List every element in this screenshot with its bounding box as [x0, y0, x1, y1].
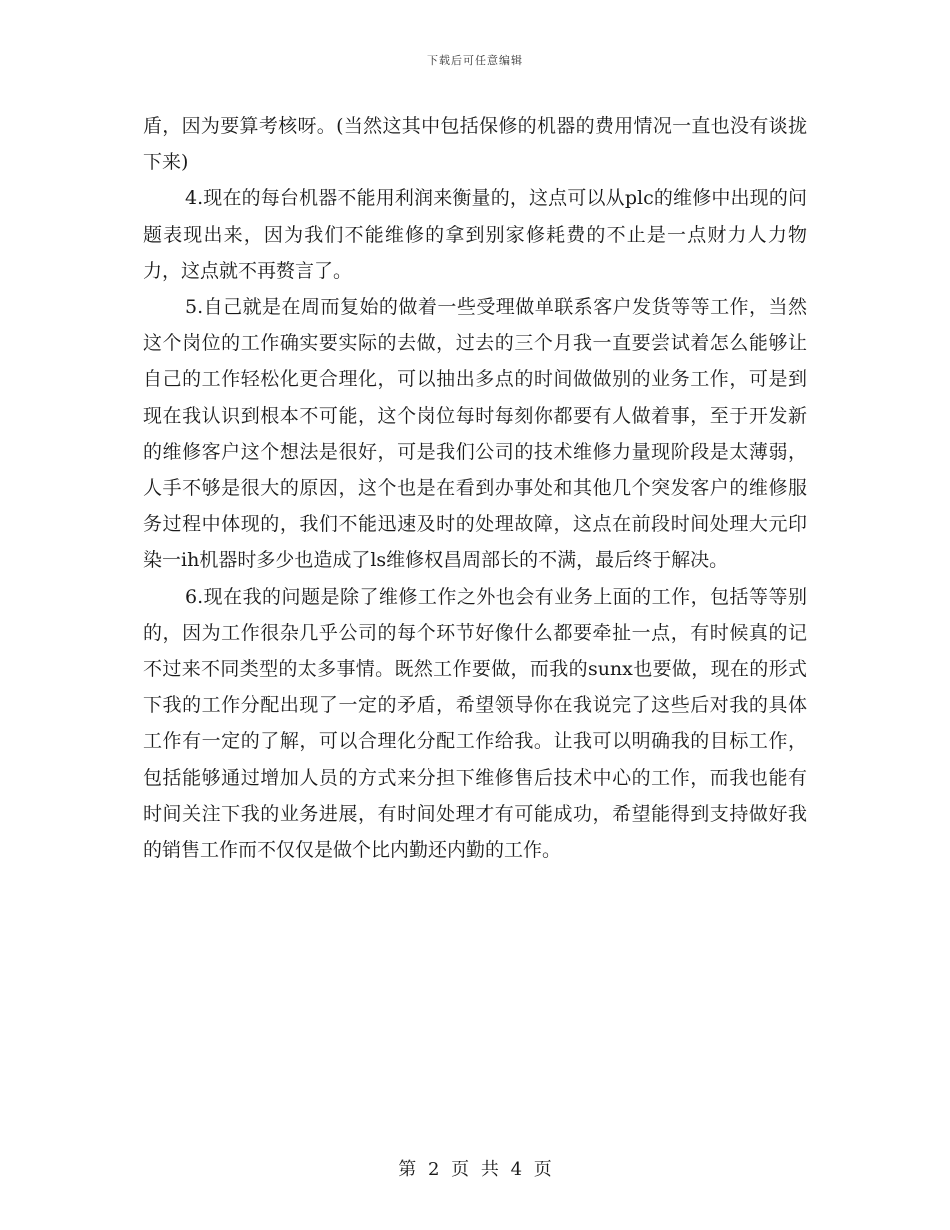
document-body: [143, 108, 807, 868]
paragraph-continuation: 盾，因为要算考核呀。(当然这其中包括保修的机器的费用情况一直也没有谈拢下来): [143, 115, 807, 174]
page-number: 第 2 页 共 4 页: [398, 1159, 552, 1180]
paragraph-item-4: 4.现在的每台机器不能用利润来衡量的，这点可以从plc的维修中出现的问题表现出来，因为我们不能维修的拿到别家修耗费的不止是一点财力人力物力，这点就不再赘言了。: [143, 187, 807, 282]
page-header: 下载后可任意编辑: [427, 54, 523, 67]
paragraph-item-5: 5.自己就是在周而复始的做着一些受理做单联系客户发货等等工作，当然这个岗位的工作确实要实际的去做，过去的三个月我一直要尝试着怎么能够让自己的工作轻松化更合理化，可以抽出多点的时间做做别的业务工作，可是到现在我认识到根本不可能，这个岗位每时每刻你都要有人做着事，至于开发新的维修客户这个想法是很好，可是我们公司的技术维修力量现阶段是太薄弱，人手不够是很大的原因，这个也是在看到办事处和其他几个突发客户的维修服务过程中体现的，我们不能迅速及时的处理故障，这点在前段时间处理大元印染一ih机器时多少也造成了ls维修权昌周部长的不满，最后终于解决。: [143, 296, 807, 572]
paragraph-item-6: 6.现在我的问题是除了维修工作之外也会有业务上面的工作，包括等等别的，因为工作很杂几乎公司的每个环节好像什么都要牵扯一点，有时候真的记不过来不同类型的太多事情。既然工作要做，而我的sunx也要做，现在的形式下我的工作分配出现了一定的矛盾，希望领导你在我说完了这些后对我的具体工作有一定的了解，可以合理化分配工作给我。让我可以明确我的目标工作，包括能够通过增加人员的方式来分担下维修售后技术中心的工作，而我也能有时间关注下我的业务进展，有时间处理才有可能成功，希望能得到支持做好我的销售工作而不仅仅是做个比内勤还内勤的工作。: [143, 585, 807, 862]
